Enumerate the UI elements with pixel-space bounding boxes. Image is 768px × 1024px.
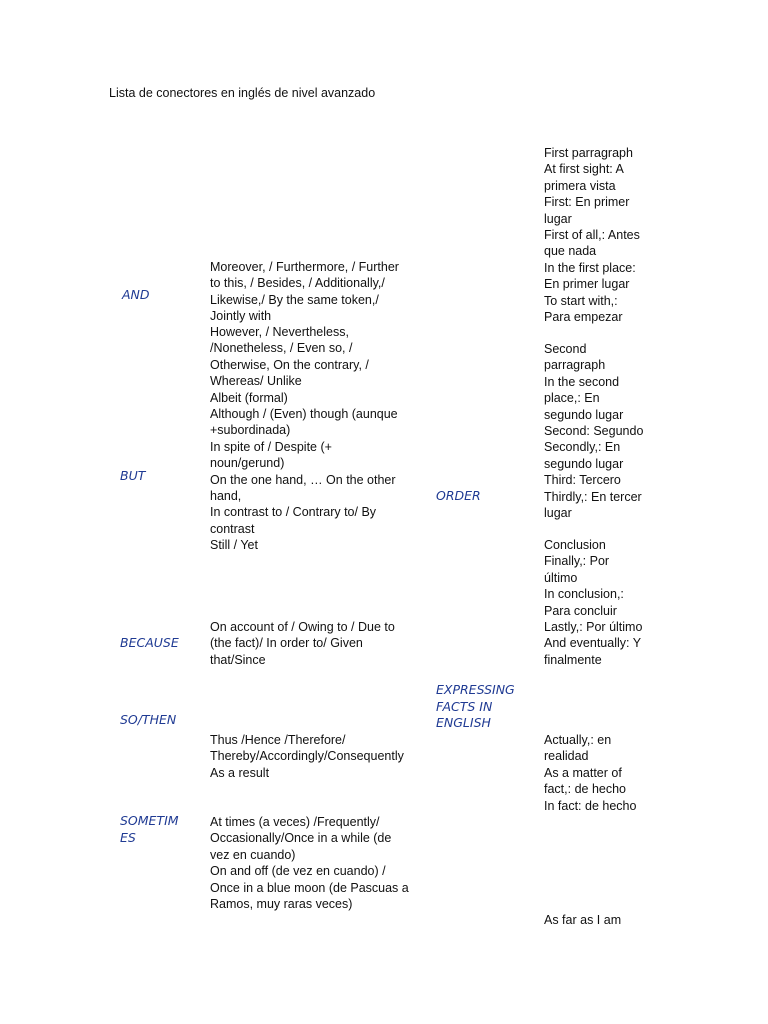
text-line: Otherwise, On the contrary, / [210, 357, 369, 372]
text-line: Albeit (formal) [210, 390, 288, 405]
text-line: Secondly,: En [544, 440, 621, 455]
text-line: segundo lugar [544, 407, 624, 422]
connectors-sometimes-block [210, 814, 409, 912]
text-line: And eventually: Y [544, 636, 642, 651]
text-line: Although / (Even) though (aunque [210, 407, 398, 422]
text-line: Conclusion [544, 538, 606, 552]
text-line: As a result [210, 765, 270, 780]
text-line: place,: En [544, 391, 600, 406]
text-line: At first sight: A [544, 162, 624, 177]
connectors-and-block [210, 259, 399, 325]
text-line: Still / Yet [210, 538, 258, 553]
label-because: BECAUSE [120, 635, 179, 650]
order-conclusion-block [544, 537, 642, 668]
text-line: First of all,: Antes [544, 228, 640, 243]
text-line: Thereby/Accordingly/Consequently [210, 749, 404, 764]
label-so-then: SO/THEN [120, 712, 177, 727]
label-sometimes [120, 813, 179, 846]
order-second-block [544, 341, 643, 521]
text-line: Thirdly,: En tercer [544, 489, 642, 504]
text-line: Third: Tercero [544, 473, 621, 488]
text-line: hand, [210, 489, 242, 504]
text-line: to this, / Besides, / Additionally,/ [210, 276, 385, 291]
text-line: que nada [544, 244, 597, 259]
text-line: lugar [544, 211, 572, 226]
text-line: Thus /Hence /Therefore/ [210, 733, 346, 747]
label-order: ORDER [436, 488, 481, 503]
facts-far-block [544, 912, 621, 928]
label-and: AND [122, 287, 150, 302]
text-line: (the fact)/ In order to/ Given [210, 636, 363, 651]
text-line: primera vista [544, 178, 616, 193]
label-expressing-facts [436, 682, 515, 732]
connectors-but-block [210, 324, 398, 554]
label-expressing-line: ENGLISH [436, 715, 491, 730]
text-line: Lastly,: Por último [544, 620, 643, 635]
text-line: First parragraph [544, 146, 633, 160]
text-line: Moreover, / Furthermore, / Further [210, 260, 399, 274]
text-line: /Nonetheless, / Even so, / [210, 341, 353, 356]
text-line: In the second [544, 374, 620, 389]
document-title: Lista de conectores en inglés de nivel avanzado [109, 86, 376, 100]
text-line: último [544, 570, 578, 585]
text-line: finalmente [544, 652, 602, 667]
text-line: parragraph [544, 358, 606, 373]
label-expressing-line: FACTS IN [436, 698, 493, 714]
connectors-so-then-block [210, 732, 404, 781]
text-line: In the first place: [544, 260, 636, 275]
text-line: contrast [210, 521, 255, 536]
text-line: Para empezar [544, 310, 623, 325]
text-line: As a matter of [544, 765, 622, 780]
connectors-because-block [210, 619, 395, 668]
text-line: Likewise,/ By the same token,/ [210, 292, 379, 307]
text-line: En primer lugar [544, 277, 630, 292]
order-first-block [544, 145, 640, 325]
text-line: realidad [544, 749, 589, 764]
text-line: Ramos, muy raras veces) [210, 897, 353, 912]
text-line: Whereas/ Unlike [210, 374, 302, 389]
text-line: On and off (de vez en cuando) / [210, 864, 386, 879]
text-line: First: En primer [544, 195, 630, 210]
text-line: Finally,: Por [544, 554, 610, 569]
label-sometimes-line: ES [120, 829, 136, 845]
text-line: fact,: de hecho [544, 782, 627, 797]
text-line: Second: Segundo [544, 424, 644, 439]
text-line: However, / Nevertheless, [210, 325, 349, 339]
text-line: lugar [544, 506, 572, 521]
facts-block [544, 732, 636, 814]
text-line: In contrast to / Contrary to/ By [210, 505, 377, 520]
text-line: noun/gerund) [210, 456, 285, 471]
label-sometimes-line: SOMETIM [120, 813, 179, 828]
text-line: Occasionally/Once in a while (de [210, 831, 392, 846]
text-line: In spite of / Despite (+ [210, 439, 332, 454]
text-line: that/Since [210, 652, 266, 667]
text-line: segundo lugar [544, 456, 624, 471]
text-line: +subordinada) [210, 423, 291, 438]
label-but: BUT [120, 468, 146, 483]
text-line: Para concluir [544, 603, 617, 618]
text-line: On the one hand, … On the other [210, 472, 396, 487]
text-line: In fact: de hecho [544, 798, 637, 813]
text-line: Jointly with [210, 309, 272, 324]
text-line: On account of / Owing to / Due to [210, 620, 395, 634]
text-line: Actually,: en [544, 733, 612, 747]
text-line: vez en cuando) [210, 847, 296, 862]
text-line: In conclusion,: [544, 587, 624, 602]
text-line: Second [544, 342, 587, 356]
text-line: Once in a blue moon (de Pascuas a [210, 880, 409, 895]
text-line: At times (a veces) /Frequently/ [210, 815, 380, 829]
text-line: To start with,: [544, 293, 618, 308]
text-line: As far as I am [544, 913, 622, 927]
label-expressing-line: EXPRESSING [436, 682, 515, 697]
